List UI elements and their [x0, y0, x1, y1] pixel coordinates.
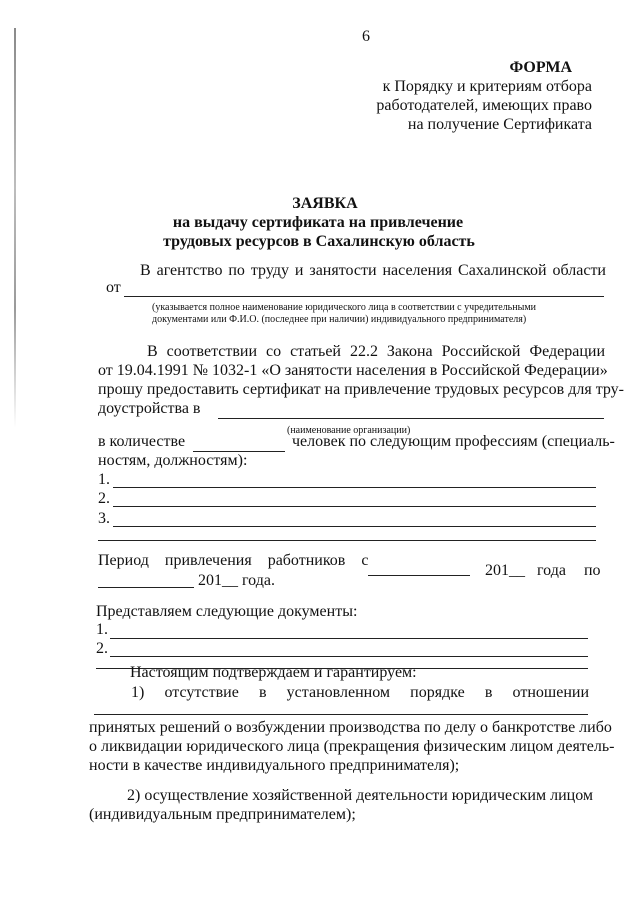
period-end-field[interactable] — [98, 587, 194, 588]
guarantee-item-2: 2) осуществление хозяйственной деятельности юридическим лицом — [127, 787, 594, 804]
profession-number: 1. — [98, 471, 110, 488]
profession-field-extra[interactable] — [98, 540, 596, 541]
profession-number: 2. — [98, 490, 110, 507]
document-number: 2. — [96, 640, 108, 657]
profession-field[interactable] — [113, 526, 596, 527]
addressee-line: В агентство по труду и занятости населения Сахалинской области — [140, 262, 606, 279]
profession-number: 3. — [98, 510, 110, 527]
title-line: на выдачу сертификата на привлечение — [172, 214, 464, 231]
request-line: В соответствии со статьей 22.2 Закона Российской Федерации — [147, 343, 605, 360]
period-year: 201__ — [485, 562, 525, 579]
applicant-name-field[interactable] — [124, 296, 604, 297]
guarantee-text: о ликвидации юридического лица (прекращения физическим лицом деятель- — [89, 738, 615, 755]
period-start-field[interactable] — [368, 575, 470, 576]
guarantee-text: (индивидуальным предпринимателем); — [89, 806, 356, 823]
period-end-year: 201__ года. — [198, 572, 275, 589]
quantity-label: в количестве — [98, 433, 186, 450]
title-line: ЗАЯВКА — [292, 195, 358, 212]
guarantee-item-1: 1) отсутствие в установленном порядке в отношении — [131, 684, 589, 701]
document-number: 1. — [96, 621, 108, 638]
quantity-rest: человек по следующим профессиям (специаль- — [292, 433, 615, 450]
period-label: Период привлечения работников с — [98, 552, 369, 569]
form-header — [332, 58, 592, 134]
document-title — [0, 194, 640, 251]
period-to: года по — [537, 562, 601, 579]
document-field[interactable] — [110, 656, 588, 657]
request-line: от 19.04.1991 № 1032-1 «О занятости населения в Российской Федерации» — [98, 362, 608, 379]
title-line: трудовых ресурсов в Сахалинскую область — [163, 233, 475, 250]
form-header-title: ФОРМА — [509, 59, 572, 76]
form-header-line: на получение Сертификата — [407, 116, 592, 133]
organization-field[interactable] — [218, 418, 604, 419]
documents-label: Представляем следующие документы: — [96, 603, 358, 620]
guarantee-text: принятых решений о возбуждении производства по делу о банкротстве либо — [89, 719, 612, 736]
guarantee-field[interactable] — [94, 714, 588, 715]
request-line: прошу предоставить сертификат на привлечение трудовых ресурсов для тру- — [98, 381, 624, 398]
profession-field[interactable] — [113, 487, 596, 488]
from-label: от — [106, 279, 121, 296]
guarantee-text: ности в качестве индивидуального предпринимателя); — [89, 757, 460, 774]
document-field[interactable] — [110, 638, 588, 639]
organization-note: (наименование организации) — [287, 425, 411, 436]
request-line: доустройства в — [98, 400, 201, 417]
request-line: ностям, должностям): — [98, 452, 248, 469]
form-header-line: к Порядку и критериям отбора — [382, 78, 592, 95]
guarantee-intro: Настоящим подтверждаем и гарантируем: — [130, 664, 417, 681]
applicant-note: документами или Ф.И.О. (последнее при наличии) индивидуального предпринимателя) — [152, 314, 527, 325]
form-header-line: работодателей, имеющих право — [376, 97, 592, 114]
applicant-note: (указывается полное наименование юридического лица в соответствии с учредительными — [152, 302, 536, 313]
profession-field[interactable] — [113, 506, 596, 507]
page-number: 6 — [362, 28, 370, 45]
